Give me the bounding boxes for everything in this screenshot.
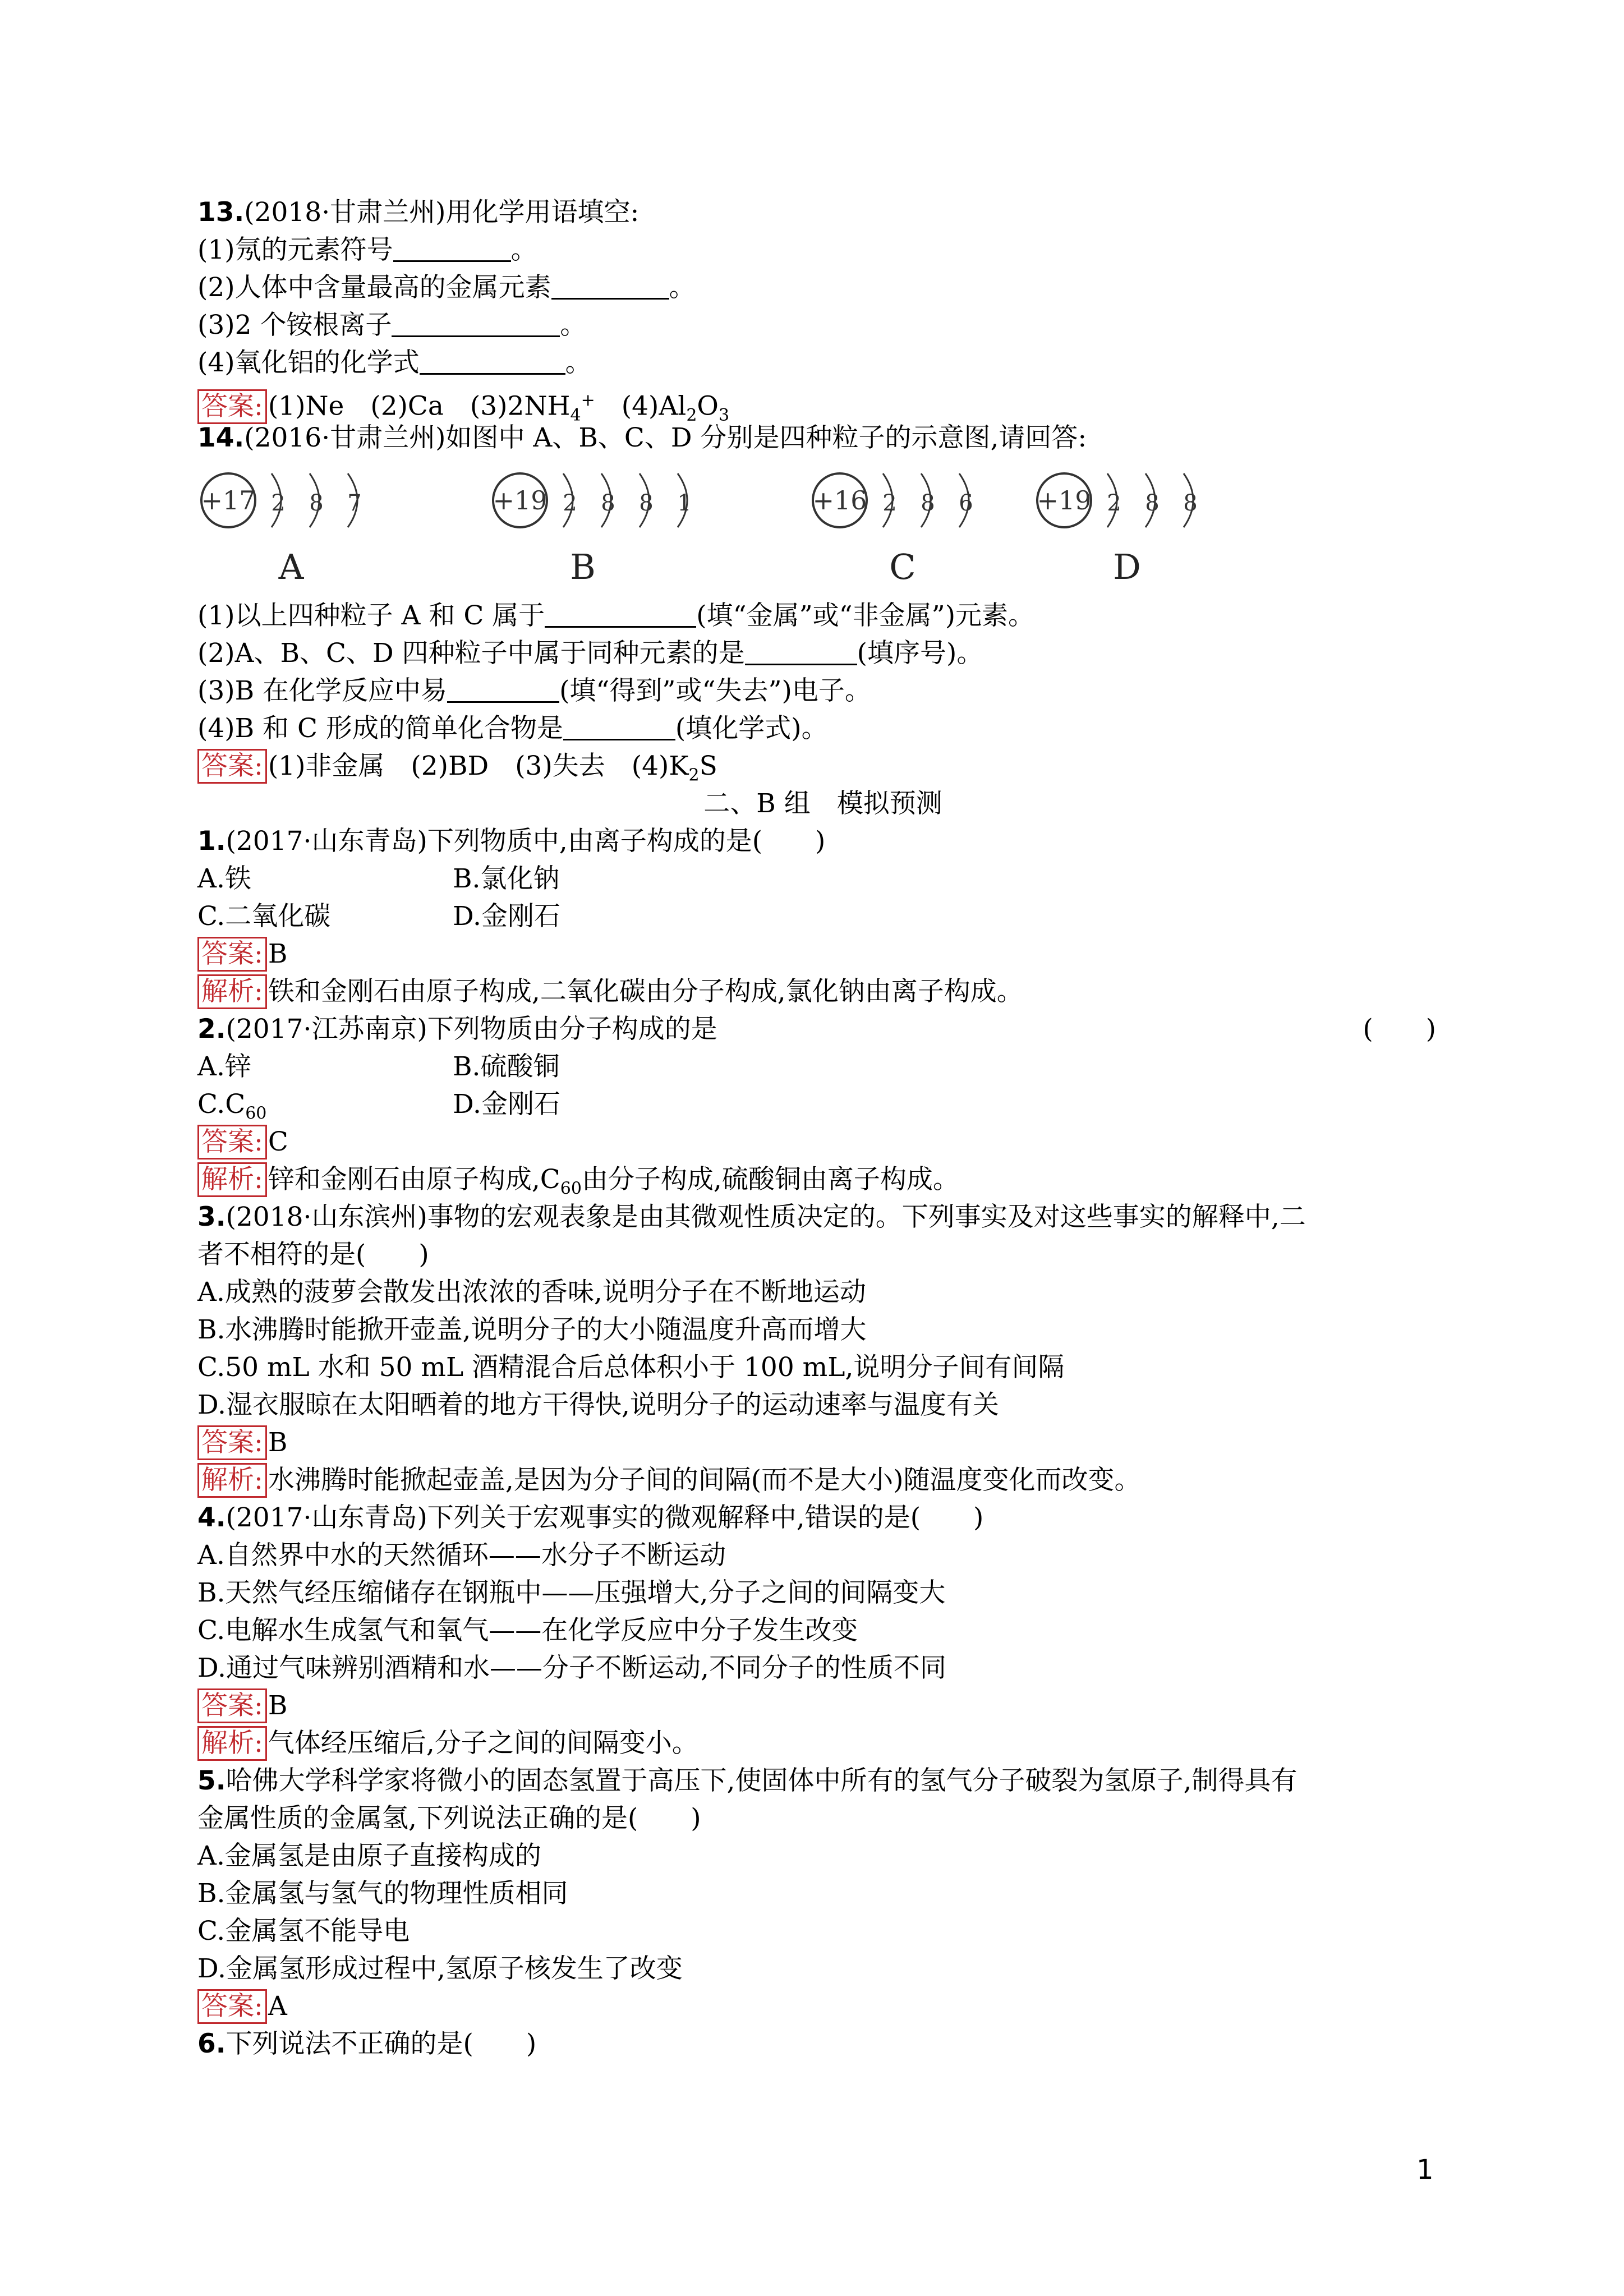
particle-diagram-d [1037, 473, 1197, 587]
answer-tag: 答案: [197, 389, 267, 424]
b2-options-row-1 [197, 1048, 1448, 1085]
b1-number: 1. [197, 826, 226, 857]
b3-answer-value: B [268, 1427, 288, 1458]
b4-answer [197, 1687, 1448, 1724]
option-b: B.氯化钠 [453, 863, 560, 894]
answer-tag: 答案: [197, 1989, 267, 2024]
q13-answer-sub: 4 [570, 406, 581, 426]
b2-analysis-text: 锌和金刚石由原子构成,C [268, 1164, 560, 1195]
answer-tag: 答案: [197, 937, 267, 972]
document-page [197, 194, 1448, 2063]
q14-item-1-text: (1)以上四种粒子 A 和 C 属于 [197, 600, 545, 631]
q13-stem [197, 194, 1448, 231]
option-d: D.金刚石 [453, 1089, 560, 1120]
option-c: C.二氧化碳 [197, 901, 331, 932]
analysis-tag: 解析: [197, 974, 267, 1009]
analysis-tag: 解析: [197, 1162, 267, 1197]
option-b: B.金属氢与氢气的物理性质相同 [197, 1878, 568, 1909]
q14-item-4 [197, 710, 1448, 747]
option-a: A.自然界中水的天然循环——水分子不断运动 [197, 1540, 726, 1571]
particle-structure-figure [197, 457, 1448, 597]
b3-analysis [197, 1461, 1448, 1499]
nucleus-charge: +19 [493, 485, 548, 516]
electron-count: 2 [1107, 490, 1121, 516]
b4-analysis-text: 气体经压缩后,分子之间的间隔变小。 [268, 1728, 698, 1759]
particle-label: B [570, 546, 596, 587]
q13-item-4-text: (4)氧化铝的化学式 [197, 347, 420, 378]
electron-count: 8 [1145, 490, 1160, 516]
electron-count: 2 [563, 490, 577, 516]
particle-label: C [889, 546, 916, 587]
answer-blank [392, 311, 560, 337]
q13-item-2-text: (2)人体中含量最高的金属元素 [197, 272, 551, 303]
option-d: D.湿衣服晾在太阳晒着的地方干得快,说明分子的运动速率与温度有关 [197, 1389, 999, 1420]
answer-blank [563, 714, 675, 740]
electron-count: 2 [271, 490, 286, 516]
option-d: D.通过气味辨别酒精和水——分子不断运动,不同分子的性质不同 [197, 1653, 946, 1683]
analysis-tag: 解析: [197, 1726, 267, 1761]
q13-answer-sup: + [581, 390, 595, 410]
b2-options-row-2 [197, 1085, 1448, 1123]
q13-item-3-text: (3)2 个铵根离子 [197, 310, 392, 341]
b2-answer-value: C [268, 1126, 288, 1157]
q13-answer-text: (1)Ne (2)Ca (3)2NH [268, 390, 571, 422]
q13-answer-sub-2: 2 [686, 406, 697, 426]
b5-stem-line-2: 金属性质的金属氢,下列说法正确的是( ) [197, 1803, 701, 1834]
q14-number: 14. [197, 422, 245, 453]
answer-blank [393, 236, 511, 262]
option-d: D.金属氢形成过程中,氢原子核发生了改变 [197, 1953, 683, 1984]
q13-answer-text-3: O [697, 390, 719, 422]
q13-answer-sub-3: 3 [718, 406, 730, 426]
q14-answer-text: (1)非金属 (2)BD (3)失去 (4)K [268, 751, 689, 781]
b5-answer [197, 1987, 1448, 2025]
q14-item-2-end: (填序号)。 [857, 638, 983, 669]
q14-item-1 [197, 597, 1448, 634]
q14-item-1-end: (填“金属”或“非金属”)元素。 [696, 600, 1035, 631]
b2-stem-text: (2017·江苏南京)下列物质由分子构成的是 [226, 1014, 717, 1045]
q13-item-4-end: 。 [565, 347, 592, 378]
option-c: C.电解水生成氢气和氧气——在化学反应中分子发生改变 [197, 1615, 858, 1646]
b4-stem-text: (2017·山东青岛)下列关于宏观事实的微观解释中,错误的是( ) [226, 1502, 984, 1533]
section-heading: 二、B 组 模拟预测 [703, 788, 942, 819]
q13-item-4 [197, 344, 1448, 381]
electron-count: 6 [959, 490, 973, 516]
q13-item-1 [197, 231, 1448, 269]
answer-blank [745, 639, 857, 665]
particle-diagram-a [201, 473, 361, 587]
b3-stem-text-1: (2018·山东滨州)事物的宏观表象是由其微观性质决定的。下列事实及对这些事实的解释中,二 [226, 1202, 1306, 1232]
electron-count: 2 [882, 490, 897, 516]
b3-stem-line-1 [197, 1198, 1448, 1236]
q13-answer-text-2: (4)Al [595, 390, 687, 422]
b6-stem-text: 下列说法不正确的是( ) [226, 2028, 537, 2059]
option-a: A.金属氢是由原子直接构成的 [197, 1841, 541, 1871]
b5-number: 5. [197, 1765, 226, 1796]
electron-count: 8 [601, 490, 615, 516]
option-d: D.金刚石 [453, 901, 560, 932]
option-b: B.硫酸铜 [453, 1051, 560, 1082]
b1-answer [197, 935, 1448, 973]
q14-answer-text-2: S [699, 751, 717, 781]
b4-analysis [197, 1724, 1448, 1762]
answer-blank [447, 677, 559, 703]
q14-item-3 [197, 672, 1448, 710]
option-b: B.天然气经压缩储存在钢瓶中——压强增大,分子之间的间隔变大 [197, 1577, 946, 1608]
particle-diagram-b [493, 473, 691, 587]
q14-item-4-text: (4)B 和 C 形成的简单化合物是 [197, 713, 563, 744]
electron-count: 8 [1183, 490, 1198, 516]
b2-number: 2. [197, 1014, 226, 1045]
answer-tag: 答案: [197, 749, 267, 784]
option-a: A.铁 [197, 863, 251, 894]
q13-item-3 [197, 306, 1448, 344]
b2-stem [197, 1010, 1448, 1048]
answer-tag: 答案: [197, 1688, 267, 1723]
q14-answer-sub: 2 [688, 765, 700, 785]
q14-stem [197, 419, 1448, 457]
b1-analysis [197, 973, 1448, 1010]
b3-answer [197, 1424, 1448, 1461]
b1-answer-value: B [268, 938, 288, 969]
option-c-sub: 60 [245, 1103, 267, 1124]
b3-stem-line-2: 者不相符的是( ) [197, 1239, 429, 1270]
option-c: C.50 mL 水和 50 mL 酒精混合后总体积小于 100 mL,说明分子间有间隔 [197, 1352, 1065, 1383]
b1-options-row-1 [197, 860, 1448, 898]
nucleus-charge: +16 [812, 485, 867, 516]
electron-count: 1 [677, 490, 692, 516]
analysis-tag: 解析: [197, 1463, 267, 1498]
q13-item-3-end: 。 [560, 310, 587, 341]
particle-diagram-c [812, 473, 973, 587]
q14-item-3-end: (填“得到”或“失去”)电子。 [559, 675, 871, 706]
b3-analysis-text: 水沸腾时能掀起壶盖,是因为分子间的间隔(而不是大小)随温度变化而改变。 [268, 1465, 1141, 1496]
b1-options-row-2 [197, 898, 1448, 935]
b5-stem-line-1 [197, 1762, 1448, 1800]
b6-stem [197, 2025, 1448, 2063]
option-a: A.锌 [197, 1051, 251, 1082]
option-b: B.水沸腾时能掀开壶盖,说明分子的大小随温度升高而增大 [197, 1314, 867, 1345]
b3-number: 3. [197, 1202, 226, 1232]
answer-blank [545, 601, 696, 628]
option-c-text: C.C [197, 1089, 246, 1120]
q14-answer [197, 747, 1448, 785]
b1-stem-text: (2017·山东青岛)下列物质中,由离子构成的是( ) [226, 826, 826, 857]
nucleus-charge: +19 [1037, 485, 1092, 516]
electron-count: 7 [347, 490, 362, 516]
answer-tag: 答案: [197, 1125, 267, 1159]
option-c: C.金属氢不能导电 [197, 1916, 410, 1947]
b1-analysis-text: 铁和金刚石由原子构成,二氧化碳由分子构成,氯化钠由离子构成。 [268, 976, 1023, 1007]
q13-item-2 [197, 269, 1448, 306]
q13-stem-text: (2018·甘肃兰州)用化学用语填空: [244, 197, 640, 228]
particle-label: A [278, 546, 304, 587]
q13-answer [197, 381, 1448, 426]
q14-stem-text: (2016·甘肃兰州)如图中 A、B、C、D 分别是四种粒子的示意图,请回答: [244, 422, 1087, 453]
particle-diagrams-svg [197, 457, 1448, 597]
b2-answer-paren: ( ) [1363, 1014, 1436, 1045]
q14-item-2-text: (2)A、B、C、D 四种粒子中属于同种元素的是 [197, 638, 745, 669]
page-number: 1 [1416, 2154, 1434, 2185]
b4-number: 4. [197, 1502, 226, 1533]
b5-answer-value: A [268, 1991, 287, 2022]
particle-label: D [1113, 546, 1141, 587]
b6-number: 6. [197, 2028, 226, 2059]
answer-tag: 答案: [197, 1425, 267, 1460]
q13-number: 13. [197, 197, 245, 228]
b1-stem [197, 822, 1448, 860]
nucleus-charge: +17 [201, 485, 256, 516]
b5-stem-text-1: 哈佛大学科学家将微小的固态氢置于高压下,使固体中所有的氢气分子破裂为氢原子,制得具有 [226, 1765, 1298, 1796]
b2-analysis-sub: 60 [560, 1179, 582, 1199]
b2-analysis-text-2: 由分子构成,硫酸铜由离子构成。 [581, 1164, 959, 1195]
electron-count: 8 [639, 490, 654, 516]
b2-analysis [197, 1161, 1448, 1198]
q14-item-4-end: (填化学式)。 [675, 713, 828, 744]
q14-item-3-text: (3)B 在化学反应中易 [197, 675, 448, 706]
q13-item-2-end: 。 [669, 272, 696, 303]
b4-stem [197, 1499, 1448, 1536]
q13-item-1-text: (1)氖的元素符号 [197, 234, 393, 265]
electron-count: 8 [309, 490, 324, 516]
answer-blank [420, 348, 565, 375]
option-a: A.成熟的菠萝会散发出浓浓的香味,说明分子在不断地运动 [197, 1277, 866, 1308]
q14-item-2 [197, 634, 1448, 672]
electron-count: 8 [921, 490, 935, 516]
answer-blank [551, 273, 669, 300]
q13-item-1-end: 。 [510, 234, 537, 265]
b4-answer-value: B [268, 1690, 288, 1721]
